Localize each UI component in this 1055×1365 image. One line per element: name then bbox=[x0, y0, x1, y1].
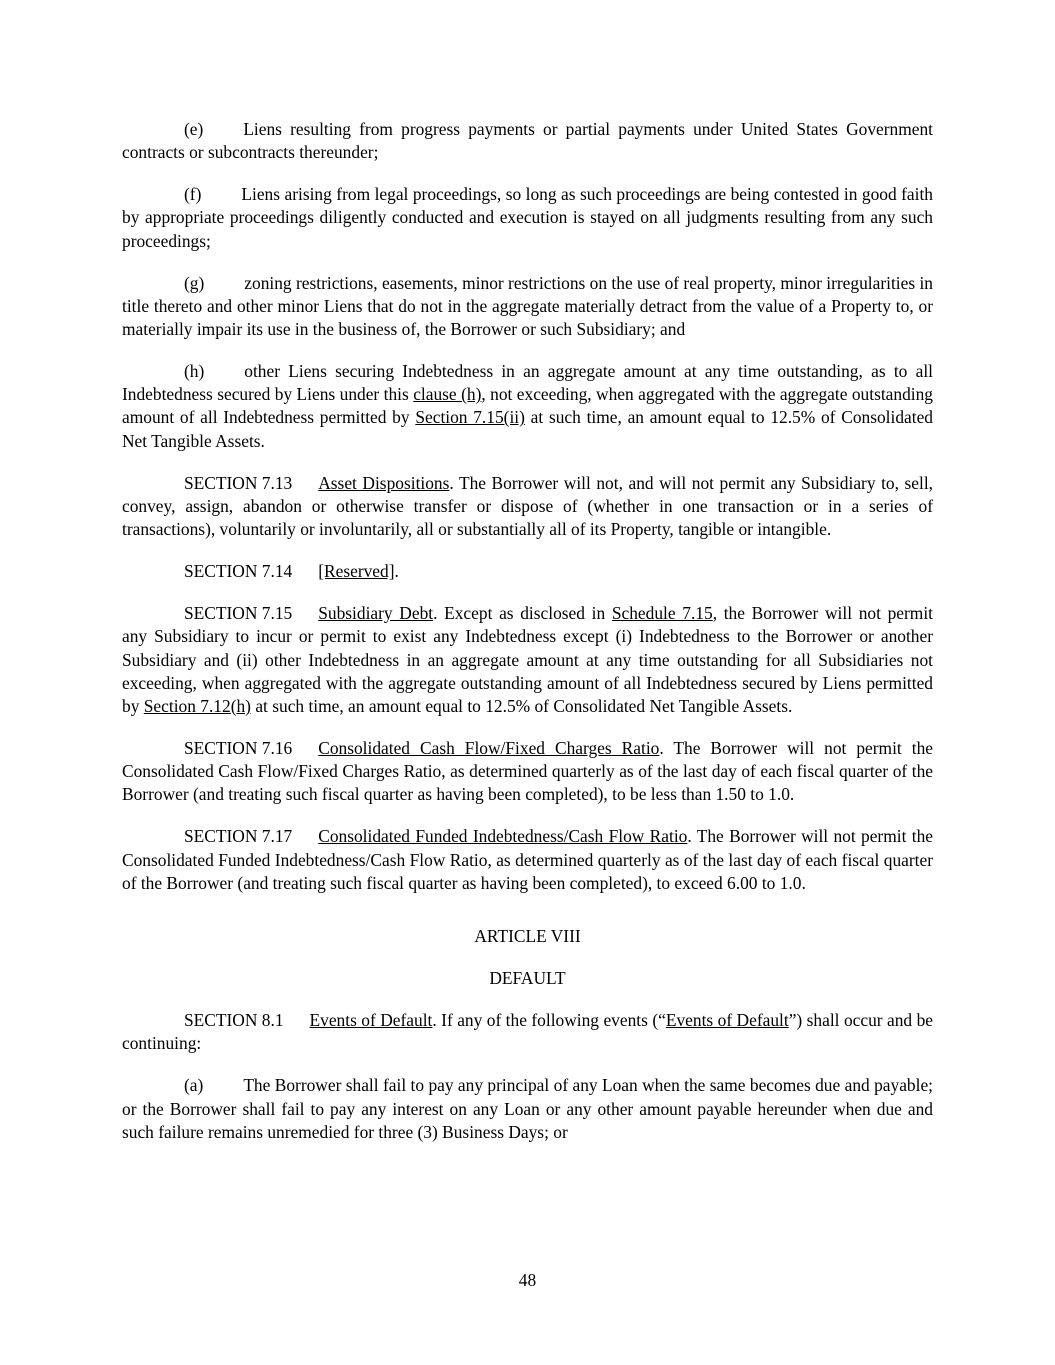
section-number-7-16: SECTION 7.16 bbox=[184, 737, 293, 758]
clause-label-8-1-a: (a) bbox=[184, 1075, 204, 1096]
section-8-1 bbox=[122, 1009, 933, 1055]
clause-text-h-part3: at such time, an amount equal to 12.5% of Consolidated Net Tangible Assets. bbox=[122, 407, 933, 451]
clause-text-e: Liens resulting from progress payments or partial payments under United States Government contracts or subcontracts thereunder; bbox=[122, 119, 933, 163]
page-number: 48 bbox=[518, 1270, 537, 1290]
cross-reference-section-7-12-h[interactable]: Section 7.12(h) bbox=[143, 695, 251, 716]
paragraph-clause-e bbox=[122, 118, 933, 164]
clause-label-h: (h) bbox=[184, 361, 205, 382]
clause-text-h-part1: other Liens securing Indebtedness in an aggregate amount at any time outstanding, as to all Indebtedness secured by Liens under this bbox=[122, 361, 933, 405]
section-7-13 bbox=[122, 472, 933, 541]
section-heading-7-16: Consolidated Cash Flow/Fixed Charges Ratio bbox=[318, 737, 660, 758]
section-7-14 bbox=[122, 560, 933, 583]
paragraph-clause-8-1-a bbox=[122, 1074, 933, 1143]
cross-reference-section-7-15-ii[interactable]: Section 7.15(ii) bbox=[415, 407, 525, 428]
section-heading-8-1: Events of Default bbox=[309, 1010, 433, 1031]
section-number-7-13: SECTION 7.13 bbox=[184, 472, 293, 493]
section-heading-7-14: [Reserved] bbox=[318, 561, 395, 582]
cross-reference-schedule-7-15[interactable]: Schedule 7.15 bbox=[611, 603, 713, 624]
clause-text-8-1-a: The Borrower shall fail to pay any principal of any Loan when the same becomes due and payable; or the Borrower shall fail to pay any interest on any Loan or any other amount payable hereunder when due and such failure remains unremedied for three (3) Business Days; or bbox=[122, 1075, 933, 1142]
section-7-15 bbox=[122, 602, 933, 718]
paragraph-clause-h bbox=[122, 360, 933, 453]
paragraph-clause-f bbox=[122, 183, 933, 252]
article-title: ARTICLE VIII bbox=[474, 925, 581, 946]
section-text-8-1-part2: ”) shall occur and be continuing: bbox=[122, 1010, 933, 1054]
section-text-8-1-part1: . If any of the following events (“ bbox=[432, 1010, 666, 1031]
section-7-16 bbox=[122, 737, 933, 806]
section-heading-7-13: Asset Dispositions bbox=[318, 472, 450, 493]
clause-text-f: Liens arising from legal proceedings, so long as such proceedings are being contested in good faith by appropriate proceedings diligently conducted and execution is stayed on all judgments resulting from any such proceedings; bbox=[122, 184, 933, 251]
section-heading-7-15: Subsidiary Debt bbox=[318, 603, 434, 624]
section-number-7-15: SECTION 7.15 bbox=[184, 603, 293, 624]
section-text-7-15-part3: at such time, an amount equal to 12.5% of Consolidated Net Tangible Assets. bbox=[250, 695, 793, 716]
clause-text-h-part2: , not exceeding, when aggregated with the aggregate outstanding amount of all Indebtedness permitted by bbox=[122, 384, 934, 428]
section-text-7-13: . The Borrower will not, and will not permit any Subsidiary to, sell, convey, assign, abandon or otherwise transfer or dispose of (whether in one transaction or in a series of transactions), voluntarily or involuntarily, all or substantially all of its Property, tangible or intangible. bbox=[122, 472, 933, 539]
section-heading-7-17: Consolidated Funded Indebtedness/Cash Flow Ratio bbox=[318, 826, 688, 847]
clause-label-g: (g) bbox=[184, 272, 205, 293]
section-text-7-15-part2: , the Borrower will not permit any Subsidiary to incur or permit to exist any Indebtedness except (i) Indebtedness to the Borrower or another Subsidiary and (ii) other Indebtedness in an aggregate amount at any time outstanding for all Subsidiaries not exceeding, when aggregated with the aggregate outstanding amount of all Indebtedness secured by Liens permitted by bbox=[122, 603, 933, 716]
article-subtitle: DEFAULT bbox=[489, 967, 566, 988]
section-text-7-17: . The Borrower will not permit the Consolidated Funded Indebtedness/Cash Flow Ratio, as determined quarterly as of the last day of each fiscal quarter of the Borrower (and treating such fiscal quarter as having been completed), to exceed 6.00 to 1.0. bbox=[122, 826, 933, 893]
cross-reference-clause-h[interactable]: clause (h) bbox=[413, 384, 482, 405]
section-text-7-16: . The Borrower will not permit the Consolidated Cash Flow/Fixed Charges Ratio, as determined quarterly as of the last day of each fiscal quarter of the Borrower (and treating such fiscal quarter as having been completed), to be less than 1.50 to 1.0. bbox=[122, 737, 933, 805]
paragraph-clause-g bbox=[122, 272, 933, 341]
section-text-7-14: . bbox=[394, 561, 399, 582]
clause-label-f: (f) bbox=[184, 184, 202, 205]
section-text-7-15-part1: . Except as disclosed in bbox=[433, 603, 612, 624]
section-number-7-14: SECTION 7.14 bbox=[184, 561, 293, 582]
clause-label-e: (e) bbox=[184, 119, 204, 139]
defined-term-events-of-default: Events of Default bbox=[665, 1010, 789, 1031]
section-number-7-17: SECTION 7.17 bbox=[184, 826, 293, 847]
section-7-17 bbox=[122, 825, 933, 894]
section-number-8-1: SECTION 8.1 bbox=[184, 1010, 284, 1031]
clause-text-g: zoning restrictions, easements, minor restrictions on the use of real property, minor irregularities in title thereto and other minor Liens that do not in the aggregate materially detract from the value of a Property to, or materially impair its use in the business of, the Borrower or such Subsidiary; and bbox=[122, 272, 933, 339]
